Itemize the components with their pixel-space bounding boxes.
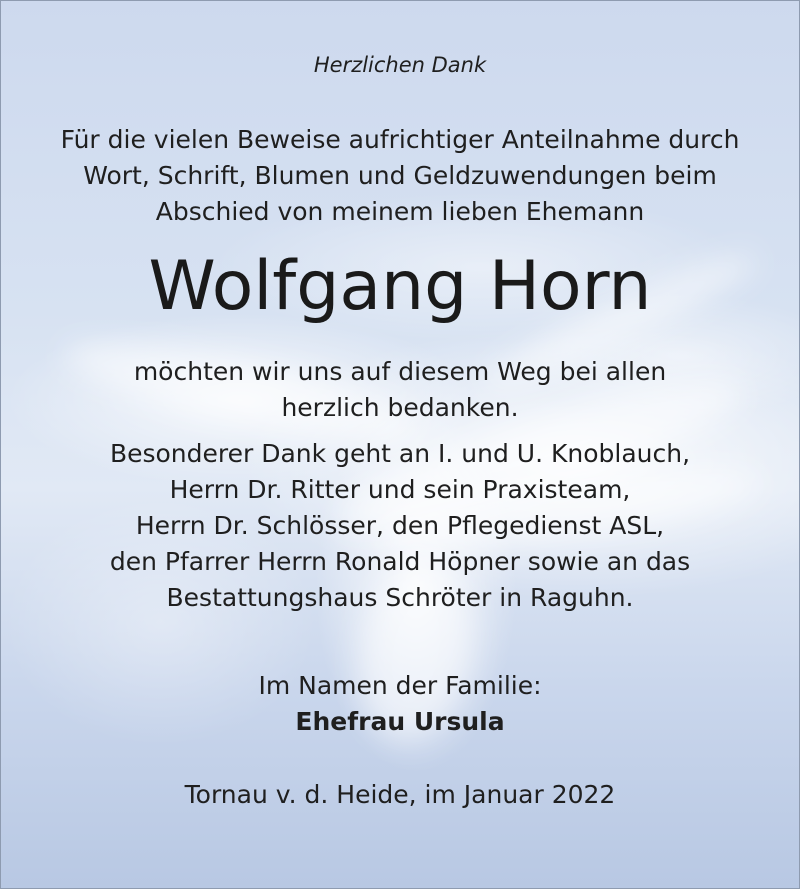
special-thanks-line: Herrn Dr. Ritter und sein Praxisteam, [169,475,631,504]
special-thanks-line: Bestattungshaus Schröter in Raguhn. [166,583,634,612]
special-thanks-line: Herrn Dr. Schlösser, den Pflegedienst ASL, [135,511,665,540]
gratitude-line: möchten wir uns auf diesem Weg bei allen [133,357,667,386]
gratitude-line: herzlich bedanken. [281,393,519,422]
special-thanks-line: Besonderer Dank geht an I. und U. Knoblauch, [109,439,691,468]
notice-heading: Herzlichen Dank [313,53,487,77]
family-signoff: Im Namen der Familie: [258,671,542,700]
special-thanks-line: den Pfarrer Herrn Ronald Höpner sowie an das [109,547,691,576]
special-thanks [1,436,799,616]
intro-line: Abschied von meinem lieben Ehemann [155,197,645,226]
intro-line: Für die vielen Beweise aufrichtiger Anteilnahme durch [60,125,740,154]
intro-line: Wort, Schrift, Blumen und Geldzuwendungen beim [83,161,717,190]
deceased-name: Wolfgang Horn [148,247,652,326]
signer-name: Ehefrau Ursula [295,707,505,736]
gratitude-text [1,354,799,426]
intro-text [1,122,799,230]
place-date: Tornau v. d. Heide, im Januar 2022 [184,780,616,809]
